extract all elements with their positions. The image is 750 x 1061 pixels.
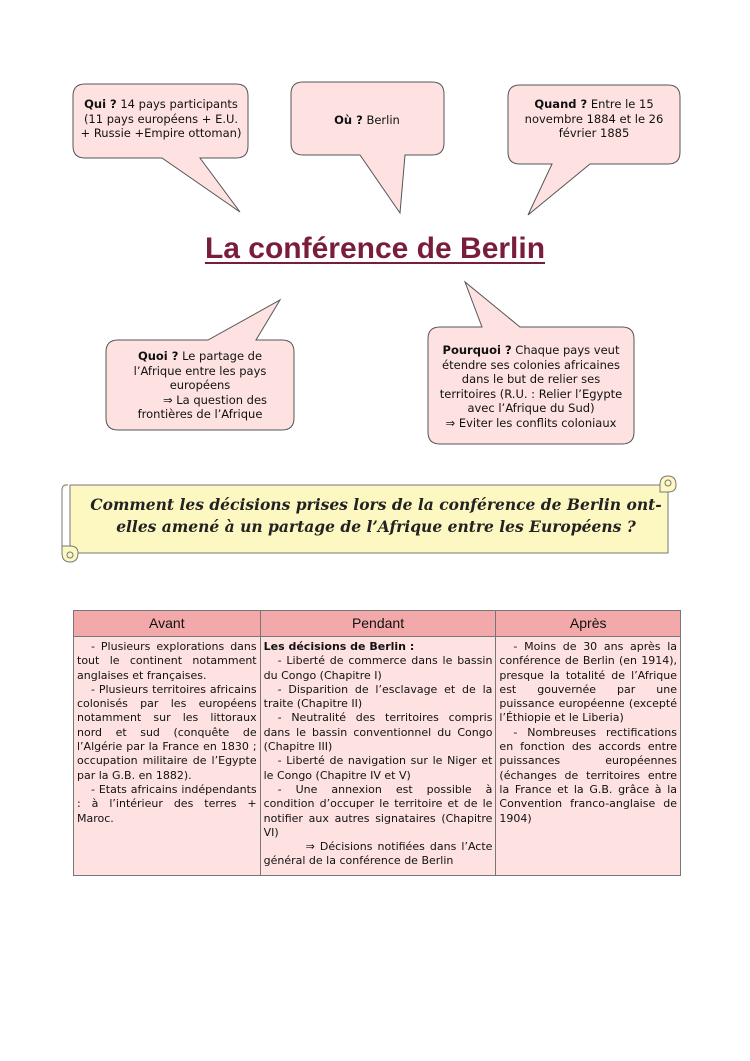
ou-value: Berlin: [362, 113, 400, 127]
pendant-item: - Disparition de l’esclavage et de la traite (Chapitre II): [263, 682, 493, 711]
qui-label: Qui ?: [84, 97, 117, 111]
qui-line: + Russie +Empire ottoman): [80, 126, 242, 140]
pourquoi-line: avec l’Afrique du Sud): [467, 401, 595, 415]
bubble-qui-text: [78, 97, 244, 141]
quoi-line: ⇒ La question des: [162, 392, 268, 407]
quand-line: novembre 1884 et le 26: [524, 111, 664, 126]
pourquoi-line: Chaque pays veut: [511, 343, 620, 357]
avant-item: - Plusieurs territoires africains colonisés par les européens notamment sur les littoraux nord et sud (conquête de l’Algérie par la France en 1830 ; occupation militaire de l’Egypte par la G.B. en 1882).: [77, 682, 257, 782]
quand-line: Entre le 15: [587, 97, 654, 111]
bubble-pourquoi-text: [432, 343, 630, 430]
quoi-line: l’Afrique entre les pays: [133, 363, 267, 378]
pendant-item: - Neutralité des territoires compris dans le bassin conventionnel du Congo (Chapitre III): [263, 711, 493, 754]
quoi-label: Quoi ?: [137, 349, 179, 363]
apres-item: - Nombreuses rectifications en fonction des accords entre puissances européennes (échanges de territoires entre la France et la G.B. grâce à la Convention franco-anglaise de 1904): [499, 725, 677, 825]
quoi-line: européens: [169, 378, 231, 392]
pourquoi-line: ⇒ Eviter les conflits coloniaux: [445, 415, 617, 430]
question-line-2: elles amené à un partage de l’Afrique entre les Européens ?: [116, 517, 636, 536]
pourquoi-line: dans le but de relier ses: [461, 372, 601, 386]
pendant-item: - Liberté de navigation sur le Niger et le Congo (Chapitre IV et V): [263, 754, 493, 782]
avant-item: - Etats africains indépendants : à l’intérieur des terres + Maroc.: [77, 782, 257, 825]
quand-label: Quand ?: [534, 97, 588, 111]
pourquoi-line: étendre ses colonies africaines: [442, 357, 620, 372]
pourquoi-label: Pourquoi ?: [442, 343, 512, 357]
cell-avant: [74, 637, 261, 876]
bubble-quoi-text: [112, 349, 288, 422]
central-question: [86, 494, 666, 538]
table-row: [74, 637, 681, 876]
avant-item: - Plusieurs explorations dans tout le continent notamment anglaises et françaises.: [77, 640, 257, 682]
cell-pendant: [260, 637, 496, 876]
pourquoi-line: territoires (R.U. : Relier l’Egypte: [439, 386, 623, 401]
table-header-row: [74, 611, 681, 637]
bubble-ou: [291, 82, 444, 213]
bubble-quand-text: [512, 97, 676, 141]
header-apres: Après: [496, 611, 681, 637]
ou-label: Où ?: [334, 113, 363, 127]
timeline-table: [73, 610, 681, 876]
pendant-item: - Une annexion est possible à condition d’occuper le territoire et de le notifier aux autres signataires (Chapitre VI): [263, 782, 493, 839]
quoi-line: Le partage de: [178, 349, 263, 363]
header-avant: Avant: [74, 611, 261, 637]
pendant-title: Les décisions de Berlin :: [263, 640, 415, 653]
qui-line: (11 pays européens + E.U.: [83, 111, 239, 126]
header-pendant: Pendant: [260, 611, 496, 637]
quoi-line: frontières de l’Afrique: [137, 407, 263, 421]
page-title: La conférence de Berlin: [204, 232, 546, 265]
qui-line: 14 pays participants: [116, 97, 238, 111]
quand-line: février 1885: [558, 126, 630, 140]
bubble-ou-text: [296, 113, 438, 128]
question-line-1: Comment les décisions prises lors de la conférence de Berlin ont-: [90, 495, 662, 514]
cell-apres: [496, 637, 681, 876]
pendant-item: - Liberté de commerce dans le bassin du Congo (Chapitre I): [263, 654, 493, 682]
apres-item: - Moins de 30 ans après la conférence de Berlin (en 1914), presque la totalité de l’Afrique est gouvernée par une puissance européenne (excepté l’Éthiopie et le Liberia): [499, 640, 677, 725]
pendant-item: ⇒ Décisions notifiées dans l’Acte général de la conférence de Berlin: [263, 840, 493, 868]
